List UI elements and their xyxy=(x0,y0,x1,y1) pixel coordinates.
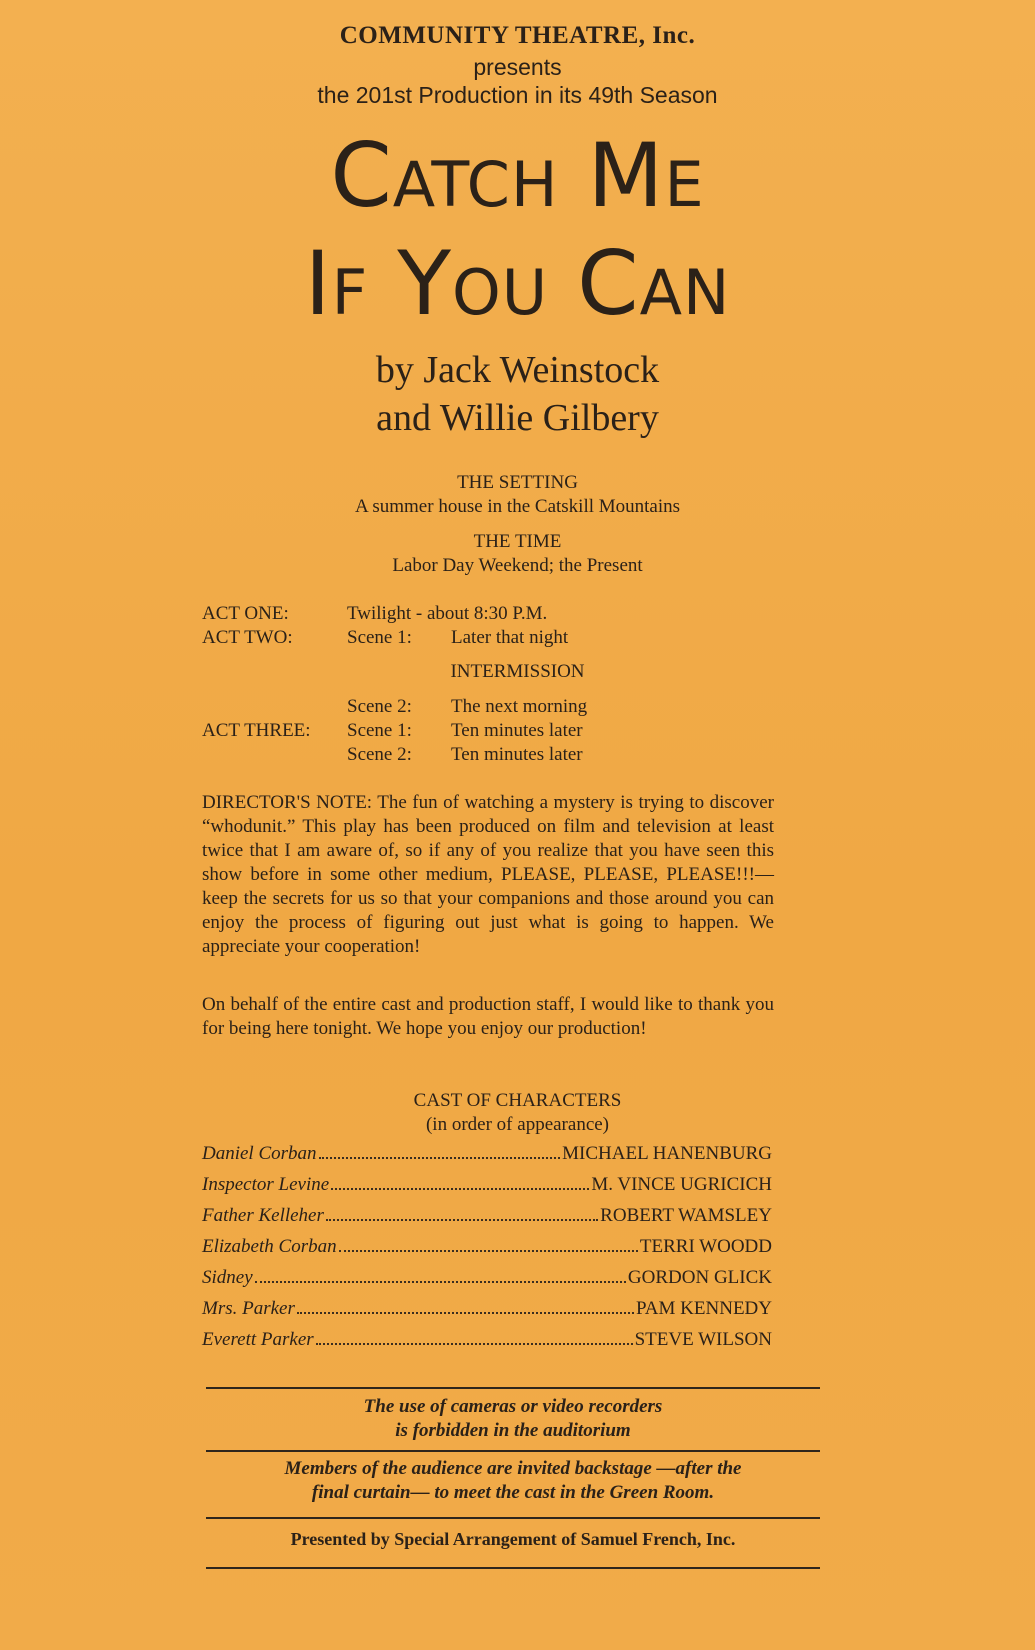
leader-dots xyxy=(339,1232,638,1252)
cast-row xyxy=(202,1294,772,1322)
actor-name: STEVE WILSON xyxy=(634,1329,772,1350)
act3-scene2-text: Ten minutes later xyxy=(451,744,583,765)
presents-text: presents xyxy=(473,54,562,80)
authors-line1: by Jack Weinstock xyxy=(375,349,660,391)
cast-row xyxy=(202,1170,772,1198)
divider-rule xyxy=(206,1517,820,1519)
act1-label: ACT ONE: xyxy=(202,603,289,624)
character-name: Father Kelleher xyxy=(202,1205,324,1226)
act2-scene1-label: Scene 1: xyxy=(347,627,412,648)
time-text: Labor Day Weekend; the Present xyxy=(392,555,643,576)
time-heading: THE TIME xyxy=(473,531,562,552)
act2-scene2-text: The next morning xyxy=(451,696,588,717)
cast-row xyxy=(202,1325,772,1353)
cast-row xyxy=(202,1139,772,1167)
cast-heading: CAST OF CHARACTERS xyxy=(413,1090,622,1111)
play-title-line1: Catch Me xyxy=(330,124,705,227)
leader-dots xyxy=(319,1139,561,1159)
character-name: Elizabeth Corban xyxy=(202,1236,337,1257)
backstage-notice-line2: final curtain— to meet the cast in the Green Room. xyxy=(311,1482,715,1503)
leader-dots xyxy=(297,1294,634,1314)
divider-rule xyxy=(206,1450,820,1452)
actor-name: ROBERT WAMSLEY xyxy=(600,1205,772,1226)
intermission: INTERMISSION xyxy=(450,661,585,682)
character-name: Mrs. Parker xyxy=(202,1298,295,1319)
act3-label: ACT THREE: xyxy=(202,720,311,741)
act2-scene2-label: Scene 2: xyxy=(347,696,412,717)
divider-rule xyxy=(206,1387,820,1389)
leader-dots xyxy=(326,1201,598,1221)
act2-scene1-text: Later that night xyxy=(451,627,569,648)
leader-dots xyxy=(255,1263,626,1283)
character-name: Daniel Corban xyxy=(202,1143,317,1164)
divider-rule xyxy=(206,1567,820,1569)
cast-row xyxy=(202,1263,772,1291)
leader-dots xyxy=(316,1325,633,1345)
setting-heading: THE SETTING xyxy=(457,472,578,493)
act1-text: Twilight - about 8:30 P.M. xyxy=(347,603,548,624)
thank-you-paragraph: On behalf of the entire cast and production staff, I would like to thank you for being here tonight. We hope you enjoy our production! xyxy=(202,994,774,1039)
act3-scene1-label: Scene 1: xyxy=(347,720,412,741)
actor-name: PAM KENNEDY xyxy=(635,1298,772,1319)
arrangement-credit: Presented by Special Arrangement of Samuel French, Inc. xyxy=(290,1529,736,1549)
act3-scene1-text: Ten minutes later xyxy=(451,720,583,741)
actor-name: M. VINCE UGRICICH xyxy=(591,1174,772,1195)
character-name: Everett Parker xyxy=(202,1329,314,1350)
cast-row xyxy=(202,1232,772,1260)
production-info: the 201st Production in its 49th Season xyxy=(317,82,718,108)
actor-name: GORDON GLICK xyxy=(627,1267,772,1288)
character-name: Sidney xyxy=(202,1267,253,1288)
authors-line2: and Willie Gilbery xyxy=(376,397,659,439)
actor-name: TERRI WOODD xyxy=(639,1236,772,1257)
play-title-line2: If You Can xyxy=(304,232,731,335)
director-note-paragraph: DIRECTOR'S NOTE: The fun of watching a mystery is trying to discover “whodunit.” This play has been produced on film and television at least twice that I am aware of, so if any of you realize that you have seen this show before in some other medium, PLEASE, PLEASE, PLEASE!!!—keep the secrets for us so that your companions and those around you can enjoy the process of figuring out just what is going to happen. We appreciate your cooperation! xyxy=(202,792,774,957)
cast-subheading: (in order of appearance) xyxy=(425,1114,610,1135)
organization-name: COMMUNITY THEATRE, Inc. xyxy=(339,22,696,49)
leader-dots xyxy=(331,1170,589,1190)
setting-text: A summer house in the Catskill Mountains xyxy=(354,496,681,517)
character-name: Inspector Levine xyxy=(202,1174,330,1195)
cast-row xyxy=(202,1201,772,1229)
act3-scene2-label: Scene 2: xyxy=(347,744,412,765)
camera-notice-line2: is forbidden in the auditorium xyxy=(395,1420,631,1441)
camera-notice-line1: The use of cameras or video recorders xyxy=(363,1396,663,1417)
actor-name: MICHAEL HANENBURG xyxy=(562,1143,772,1164)
act2-label: ACT TWO: xyxy=(202,627,293,648)
backstage-notice-line1: Members of the audience are invited backstage —after the xyxy=(284,1458,742,1479)
